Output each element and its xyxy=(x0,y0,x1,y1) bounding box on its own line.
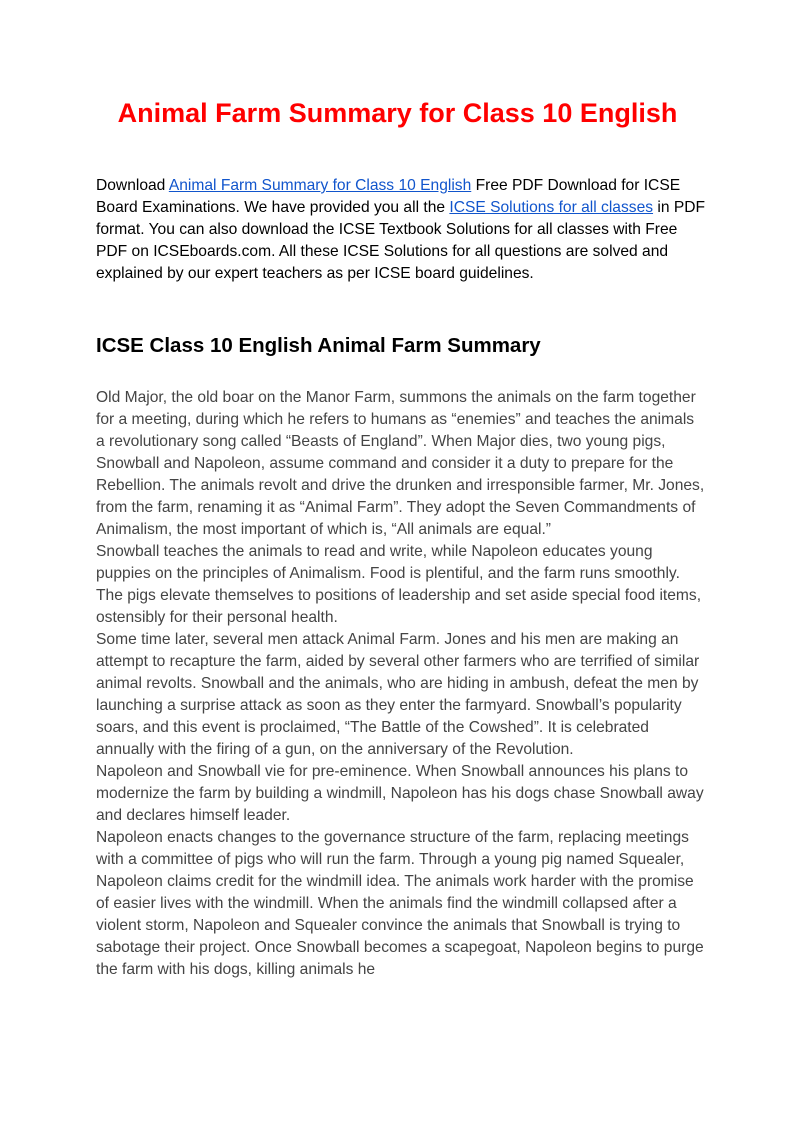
summary-paragraph: Napoleon and Snowball vie for pre-eminence. When Snowball announces his plans to modernize the farm by building a windmill, Napoleon has his dogs chase Snowball away and declares himself leader. xyxy=(96,763,704,824)
summary-paragraph: Some time later, several men attack Animal Farm. Jones and his men are making an attempt to recapture the farm, aided by several other farmers who are terrified of similar animal revolts. Snowball and the animals, who are hiding in ambush, defeat the men by launching a surprise attack as soon as they enter the farmyard. Snowball’s popularity soars, and this event is proclaimed, “The Battle of the Cowshed”. It is celebrated annually with the firing of a gun, on the anniversary of the Revolution. xyxy=(96,631,700,758)
summary-body xyxy=(96,387,706,981)
summary-paragraph: Napoleon enacts changes to the governance structure of the farm, replacing meetings with a committee of pigs who will run the farm. Through a young pig named Squealer, Napoleon claims credit for the windmill idea. The animals work harder with the promise of easier lives with the windmill. When the animals find the windmill collapsed after a violent storm, Napoleon and Squealer convince the animals that Snowball is trying to sabotage their project. Once Snowball becomes a scapegoat, Napoleon begins to purge the farm with his dogs, killing animals he xyxy=(96,829,704,978)
summary-paragraph: Snowball teaches the animals to read and write, while Napoleon educates young puppies on the principles of Animalism. Food is plentiful, and the farm runs smoothly. The pigs elevate themselves to positions of leadership and set aside special food items, ostensibly for their personal health. xyxy=(96,543,702,626)
page-title: Animal Farm Summary for Class 10 English xyxy=(117,98,678,128)
summary-paragraph: Old Major, the old boar on the Manor Farm, summons the animals on the farm together for a meeting, during which he refers to humans as “enemies” and teaches the animals a revolutionary song called “Beasts of England”. When Major dies, two young pigs, Snowball and Napoleon, assume command and consider it a duty to prepare for the Rebellion. The animals revolt and drive the drunken and irresponsible farmer, Mr. Jones, from the farm, renaming it as “Animal Farm”. They adopt the Seven Commandments of Animalism, the most important of which is, “All animals are equal.” xyxy=(96,389,705,538)
intro-text-1: Download xyxy=(96,177,169,194)
intro-paragraph xyxy=(96,175,706,285)
intro-text-3: in PDF format. You can also download the ICSE Textbook Solutions for all classes with Free PDF on ICSEboards.com. All these ICSE Solutions for all questions are solved and explained by our expert teachers as per ICSE board guidelines. xyxy=(96,199,706,282)
animal-farm-summary-link[interactable]: Animal Farm Summary for Class 10 English xyxy=(168,177,472,194)
section-heading: ICSE Class 10 English Animal Farm Summary xyxy=(96,334,541,357)
intro-text-2: Free PDF Download for ICSE Board Examinations. We have provided you all the xyxy=(96,177,681,216)
icse-solutions-link[interactable]: ICSE Solutions for all classes xyxy=(449,199,654,216)
